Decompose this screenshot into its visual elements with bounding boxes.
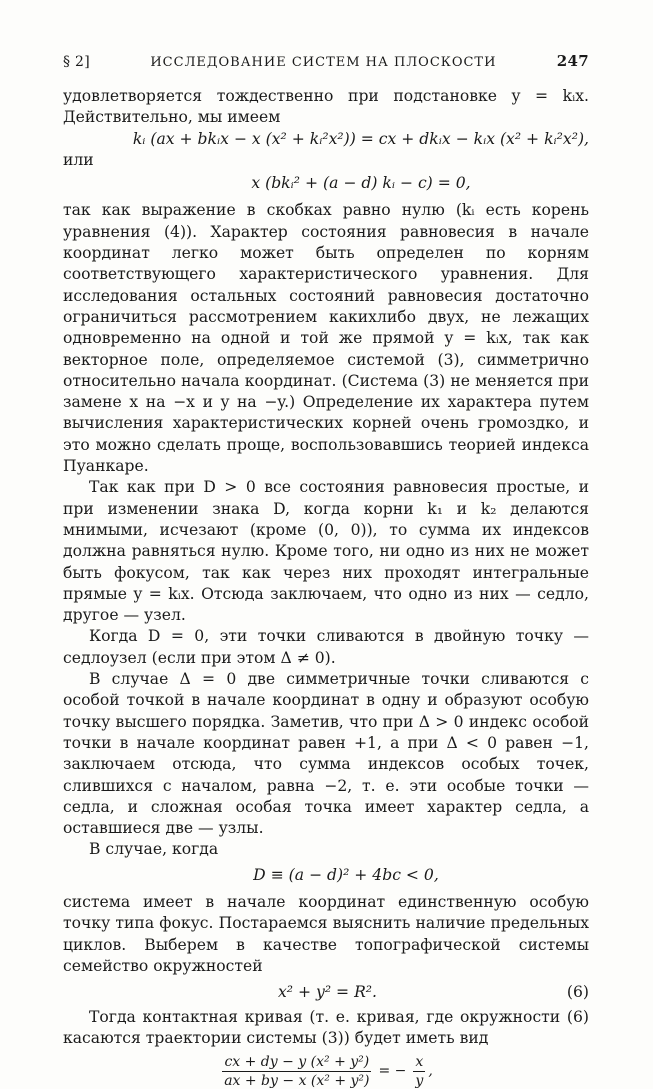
formula-3: D ≡ (a − d)² + 4bc < 0, [253,865,439,884]
running-title: ИССЛЕДОВАНИЕ СИСТЕМ НА ПЛОСКОСТИ [150,55,497,70]
formula-5-rhs-fraction [413,1054,425,1089]
rhs-numerator: x [415,1053,424,1070]
equation-6-row [63,977,589,1007]
paragraph-5: В случае, когда [89,840,219,859]
book-page [63,52,589,1089]
formula-5-lhs-fraction [222,1054,371,1089]
lhs-denominator: ax + by − x (x² + y²) [224,1072,370,1089]
formula-4: x² + y² = R². [278,983,378,1002]
intro-line: удовлетворяется тождественно при подстановке y = kᵢx. Действительно, мы имеем [63,87,589,127]
running-header [63,52,589,82]
word-or: или [63,150,94,169]
paragraph-3: Когда D = 0, эти точки сливаются в двойную точку — седлоузел (если при этом Δ ≠ 0). [63,627,589,667]
formula-1: kᵢ (ax + bkᵢx − x (x² + kᵢ²x²)) = cx + dkᵢx − kᵢx (x² + kᵢ²x²), [132,129,589,148]
section-marker: § 2] [63,54,91,70]
paragraph-2: Так как при D > 0 все состояния равновесия простые, и при изменении знака D, когда корни k₁ и k₂ делаются мнимыми, исчезают (кроме (0, 0)), то сумма их индексов должна равняться нулю. Кроме того, ни одно из них не может быть фокусом, так как через них проходят интегральные прямые y = kᵢx. Отсюда заключаем, что одно из них — седло, другое — узел. [63,478,589,625]
paragraph-7: Тогда контактная кривая (т. е. кривая, где окружности (6) касаются траектории системы (3)) будет иметь вид [63,1008,589,1048]
equation-number: (6) [566,983,589,1002]
rhs-denominator: y [415,1072,424,1089]
lhs-numerator: cx + dy − y (x² + y²) [224,1053,370,1070]
page-number: 247 [556,52,589,70]
paragraph-6: система имеет в начале координат единственную особую точку типа фокус. Постараемся выяснить наличие предельных циклов. Выберем в качестве топографической системы семейство окружностей [63,892,589,975]
equals-minus: = − [378,1063,407,1080]
paragraph-4: В случае Δ = 0 две симметричные точки сливаются с особой точкой в начале координат в одну и образуют особую точку высшего порядка. Заметив, что при Δ > 0 индекс особой точки в начале координат равен +1, а при Δ < 0 равен −1, заключаем отсюда, что сумма индексов особых точек, слившихся с началом, равна −2, т. е. эти особые точки — седла, и сложная особая точка имеет характер седла, а оставшиеся две — узлы. [63,670,589,838]
trailing-comma: , [428,1063,433,1080]
paragraph-1: так как выражение в скобках равно нулю (kᵢ есть корень уравнения (4)). Характер состояния равновесия в начале координат легко может быть определен по корням соответствующего характеристического уравнения. Для исследования остальных состояний равновесия достаточно ограничиться рассмотрением какихлибо двух, не лежащих одновременно на одной и той же прямой y = kᵢx, так как векторное поле, определяемое системой (3), симметрично относительно начала координат. (Система (3) не меняется при замене x на −x и y на −y.) Определение их характера путем вычисления характеристических корней очень громоздко, и это можно сделать проще, воспользовавшись теорией индекса Пуанкаре. [63,201,589,476]
formula-5 [63,1054,589,1089]
formula-2: x (bkᵢ² + (a − d) kᵢ − c) = 0, [251,174,471,193]
